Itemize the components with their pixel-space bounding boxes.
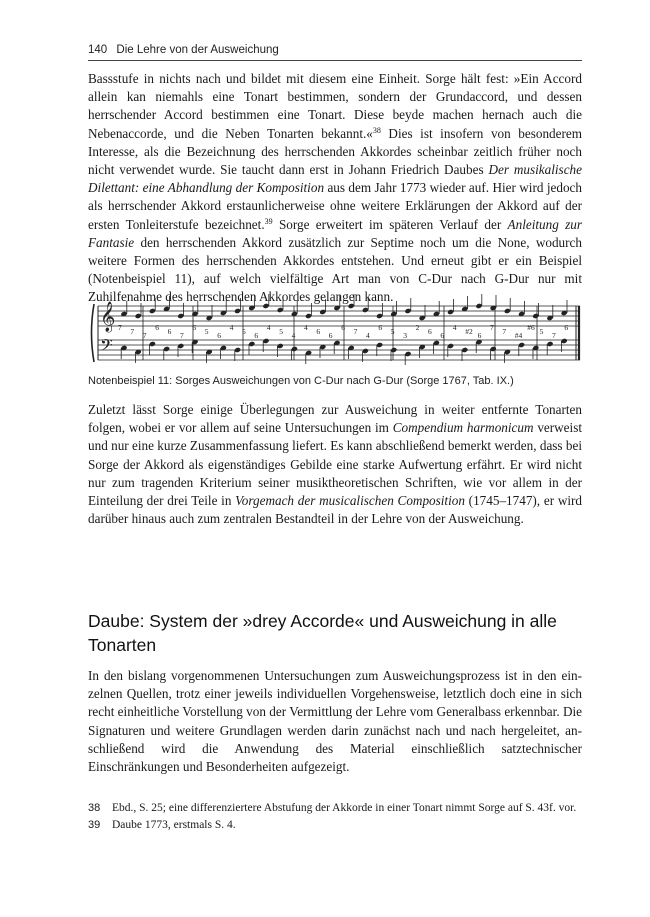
- running-header: [88, 44, 582, 56]
- figured-bass-digit: 7: [552, 331, 556, 340]
- book-title: Der musikalische Dilettant: eine Abhandlung der Komposition: [88, 162, 582, 196]
- footnote-ref-38[interactable]: 38: [372, 125, 381, 135]
- book-title: Compendium harmonicum: [392, 420, 534, 436]
- figured-bass-digit: 7: [118, 323, 122, 332]
- figured-bass-digit: 6: [316, 327, 321, 336]
- figured-bass-digit: 6: [217, 331, 221, 340]
- running-title: Die Lehre von der Ausweichung: [116, 44, 279, 56]
- figured-bass-digit: 2: [415, 323, 420, 332]
- figured-bass-digit: 5: [204, 327, 209, 336]
- book-title: Anleitung zur Fantasie: [88, 216, 583, 250]
- header-rule: [88, 60, 582, 61]
- section-heading: Daube: System der »drey Accorde« und Ausweichung in alle Tonarten: [88, 611, 557, 655]
- footnote-ref-39[interactable]: 39: [264, 216, 273, 226]
- figured-bass-digit: 5: [539, 327, 544, 336]
- figured-bass-digit: 6: [428, 327, 432, 336]
- music-example: [88, 294, 582, 366]
- paragraph-text: aus dem Jahr 1773 wieder auf. Hier wird jedoch als herrschender Akkord erstaunlicherweise ohne weitere Erklärungen der Akkord auf der ersten Tonleiterstufe bezeichnet.: [88, 180, 582, 232]
- figured-bass-digit: 4: [366, 331, 370, 340]
- body-paragraph-1: [88, 70, 582, 307]
- figured-bass-digit: 7: [180, 331, 184, 340]
- figured-bass-digit: 4: [452, 323, 457, 332]
- figured-bass-digit: 6: [192, 323, 197, 332]
- figured-bass-figures: [118, 323, 568, 340]
- system-brace: [92, 304, 95, 362]
- footnote-text: Ebd., S. 25; eine differenziertere Abstufung der Akkorde in einer Tonart nimmt Sorge auf S. 43f. vor.: [112, 802, 577, 814]
- figured-bass-digit: 4: [229, 323, 234, 332]
- figured-bass-digit: 7: [490, 323, 494, 332]
- paragraph-text: Dies ist insofern von besonderem Interesse, als die Bezeichnung des herrschenden Akkordes scheinbar zeitlich früher noch nicht verwendet wurde. Sie taucht dann erst in Johann Friedrich Daubes: [88, 125, 582, 178]
- figured-bass-digit: 5: [242, 327, 246, 336]
- footnote-39: [88, 817, 582, 834]
- figured-bass-digit: 4: [266, 323, 271, 332]
- figured-bass-digit: #4: [514, 331, 523, 340]
- paragraph-text: verweist und nur eine kurze Zusammenfassung liefert. Es kann abschließend bemerkt werden, dass bei Sorge der Akkord als eigenständiges Gebilde eine starke Aufwertung erfährt. Er wird nicht nur zum tragenden Kriterium seiner musiktheoretischen Schriften, wie vor allem in der Einteilung der drei Teile in: [88, 420, 582, 509]
- figured-bass-digit: 5: [279, 327, 283, 336]
- footnote-38: [88, 800, 582, 817]
- footnote-number: 38: [88, 802, 101, 814]
- figure-caption: Notenbeispiel 11: Sorges Ausweichungen von C-Dur nach G-Dur (Sorge 1767, Tab. IX.): [88, 375, 514, 387]
- figured-bass-digit: 6: [341, 323, 345, 332]
- paragraph-text: den herrschenden Akkord zusätzlich zur Septime noch um die None, wodurch weitere Formen des herrschenden Akkordes entstehen. Und erneut gibt er ein Beispiel (Notenbeispiel 11), auf welch vielfältige Art man von C-Dur nach G-Dur nur mit Zuhilfenahme des herrschenden Akkordes gelangen kann.: [88, 234, 582, 305]
- figured-bass-digit: 6: [328, 331, 333, 340]
- figured-bass-digit: 7: [353, 327, 358, 336]
- figured-bass-digit: 6: [155, 323, 159, 332]
- paragraph-text: Bassstufe in nichts nach und bildet mit diesem eine Einheit. Sorge hält fest: »Ein Accord allein kan niemahls eine Tonart bestimmen, sondern der Grundaccord, und dessen herrschender Accord bestimmen eine Tonart. Diese beyde machen hernach auch die Nebenaccorde, und die Neben Tonarten bekannt.«: [88, 71, 582, 141]
- figured-bass-digit: 3: [403, 331, 407, 340]
- figured-bass-digit: 7: [130, 327, 135, 336]
- figured-bass-digit: 6: [564, 323, 569, 332]
- treble-clef: 𝄞: [100, 302, 116, 332]
- bass-clef: 𝄢: [100, 335, 113, 359]
- figured-bass-digit: 6: [477, 331, 482, 340]
- footnote-text: Daube 1773, erstmals S. 4.: [112, 819, 236, 831]
- book-title: Vorgemach der musicalischen Composition: [235, 493, 465, 509]
- figured-bass-digit: 6: [440, 331, 445, 340]
- footnote-number: 39: [88, 819, 101, 831]
- figured-bass-digit: 6: [167, 327, 172, 336]
- body-paragraph-3: In den bislang vorgenommenen Untersuchungen zum Ausweichungsprozess ist in den einzelnen Quellen, trotz einer jeweils individuellen Vorgehensweise, letztlich doch eine in sich recht einheitliche Vorstellung von der Vermittlung der Lehre vom Generalbass erkennbar. Die Signaturen und weitere Grundlagen werden darin zunächst nach und nach hergeleitet, anschließend wird die Anwendung des Material einschließlich satztechnischer Einschränkungen und Besonderheiten aufgezeigt.: [88, 668, 582, 775]
- figured-bass-digit: 7: [142, 331, 147, 340]
- figured-bass-digit: 4: [304, 323, 308, 332]
- figured-bass-digit: #2: [465, 327, 473, 336]
- figured-bass-digit: #6: [527, 323, 535, 332]
- paragraph-text: Zuletzt lässt Sorge einige Überlegungen zur Ausweichung in weiter entfernte Tonarten folgen, wobei er vor allem auf seine Untersuchungen im: [88, 402, 582, 436]
- page-number: 140: [88, 44, 108, 56]
- footnotes: [88, 800, 582, 834]
- paragraph-text: (1745–1747), er wird darüber hinaus auch zum zentralen Bestandteil in der Lehre von der Ausweichung.: [88, 493, 582, 527]
- figured-bass-digit: 6: [254, 331, 259, 340]
- figured-bass-digit: 7: [502, 327, 507, 336]
- figured-bass-digit: 6: [378, 323, 383, 332]
- body-paragraph-2: [88, 401, 582, 528]
- paragraph-text: Sorge erweitert im späteren Verlauf der: [272, 216, 508, 232]
- figured-bass-digit: 4: [291, 331, 296, 340]
- figured-bass-digit: 5: [390, 327, 395, 336]
